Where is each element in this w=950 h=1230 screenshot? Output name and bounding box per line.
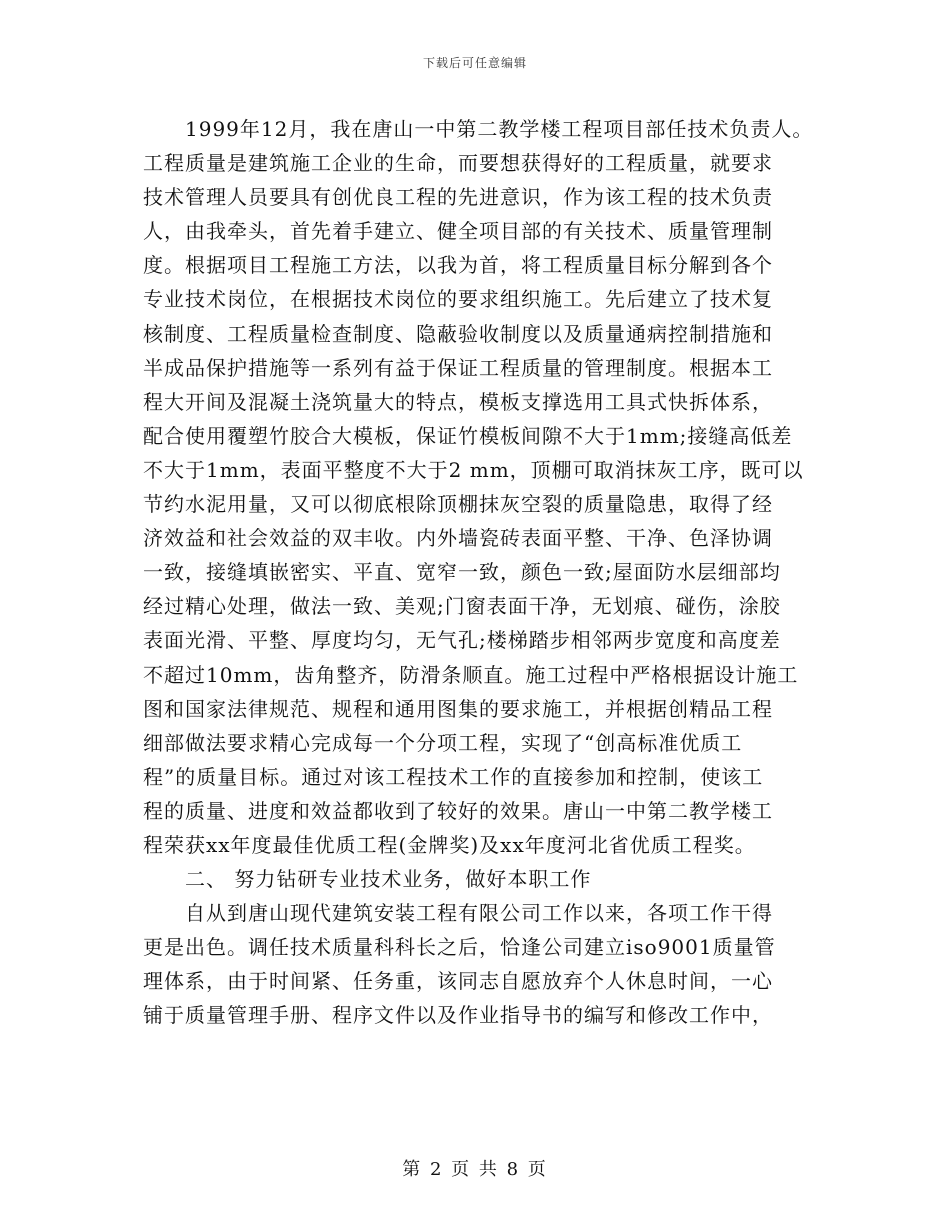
text-line: 程大开间及混凝土浇筑量大的特点，模板支撑选用工具式快拆体系， bbox=[143, 389, 773, 414]
text-line: 度。根据项目工程施工方法，以我为首，将工程质量目标分解到各个 bbox=[143, 253, 773, 278]
text-line: 1999年12月，我在唐山一中第二教学楼工程项目部任技术负责人。 bbox=[143, 117, 814, 141]
text-line: 配合使用覆塑竹胶合大模板，保证竹模板间隙不大于1mm;接缝高低差 bbox=[143, 423, 793, 448]
text-line: 二、 努力钻研专业技术业务，做好本职工作 bbox=[143, 867, 592, 892]
text-line: 节约水泥用量，又可以彻底根除顶棚抹灰空裂的质量隐患，取得了经 bbox=[143, 492, 773, 517]
text-line: 图和国家法律规范、规程和通用图集的要求施工，并根据创精品工程 bbox=[143, 696, 773, 721]
text-line: 细部做法要求精心完成每一个分项工程，实现了“创高标准优质工 bbox=[143, 730, 743, 755]
text-line: 表面光滑、平整、厚度均匀，无气孔;楼梯踏步相邻两步宽度和高度差 bbox=[143, 628, 781, 653]
text-line: 经过精心处理，做法一致、美观;门窗表面干净，无划痕、碰伤，涂胶 bbox=[143, 594, 781, 619]
text-line: 理体系，由于时间紧、任务重，该同志自愿放弃个人休息时间，一心 bbox=[143, 969, 773, 994]
text-line: 专业技术岗位，在根据技术岗位的要求组织施工。先后建立了技术复 bbox=[143, 287, 773, 312]
text-line: 铺于质量管理手册、程序文件以及作业指导书的编写和修改工作中， bbox=[143, 1003, 773, 1028]
text-line: 半成品保护措施等一系列有益于保证工程质量的管理制度。根据本工 bbox=[143, 355, 773, 380]
text-line: 济效益和社会效益的双丰收。内外墙瓷砖表面平整、干净、色泽协调 bbox=[143, 526, 773, 551]
text-line: 不大于1mm，表面平整度不大于2 mm，顶棚可取消抹灰工序，既可以 bbox=[143, 457, 804, 482]
text-line: 程”的质量目标。通过对该工程技术工作的直接参加和控制，使该工 bbox=[143, 764, 764, 789]
page-footer: 第 2 页 共 8 页 bbox=[402, 1159, 548, 1180]
text-line: 人，由我牵头，首先着手建立、健全项目部的有关技术、质量管理制 bbox=[143, 219, 773, 244]
text-line: 程荣获xx年度最佳优质工程(金牌奖)及xx年度河北省优质工程奖。 bbox=[143, 832, 756, 857]
text-line: 核制度、工程质量检查制度、隐蔽验收制度以及质量通病控制措施和 bbox=[143, 321, 773, 346]
text-line: 工程质量是建筑施工企业的生命，而要想获得好的工程质量，就要求 bbox=[143, 151, 773, 176]
document-body bbox=[143, 112, 823, 1033]
text-line: 更是出色。调任技术质量科科长之后，恰逢公司建立iso9001质量管 bbox=[143, 935, 776, 960]
text-line: 程的质量、进度和效益都收到了较好的效果。唐山一中第二教学楼工 bbox=[143, 798, 773, 823]
text-line: 自从到唐山现代建筑安装工程有限公司工作以来，各项工作干得 bbox=[143, 901, 773, 926]
page-header: 下载后可任意编辑 bbox=[422, 56, 527, 70]
text-line: 技术管理人员要具有创优良工程的先进意识，作为该工程的技术负责 bbox=[143, 185, 773, 210]
text-line: 不超过10mm，齿角整齐，防滑条顺直。施工过程中严格根据设计施工 bbox=[143, 662, 799, 687]
text-line: 一致，接缝填嵌密实、平直、宽窄一致，颜色一致;屋面防水层细部均 bbox=[143, 560, 781, 585]
